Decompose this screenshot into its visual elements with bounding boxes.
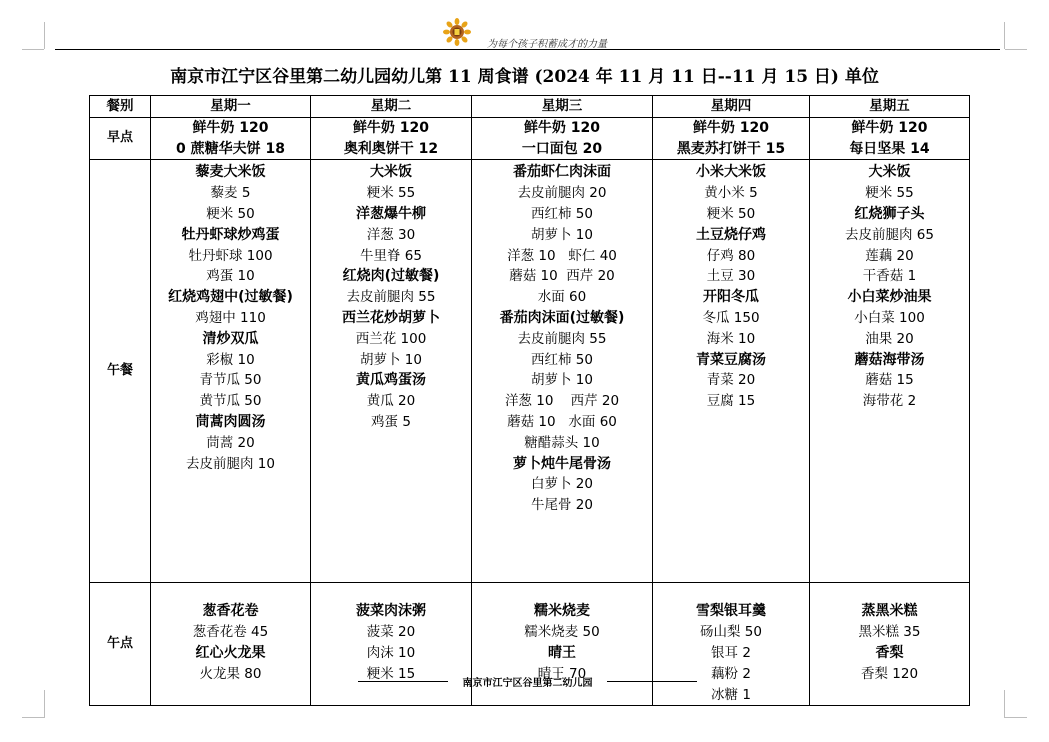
ingredient: 海带花 2 <box>862 393 917 410</box>
ingredient: 蘑菇 10 水面 60 <box>507 413 617 430</box>
dish-name: 小白菜炒油果 <box>847 289 932 306</box>
ingredient: 蘑菇 15 <box>865 372 914 389</box>
ingredient: 胡萝卜 10 <box>360 351 422 368</box>
ingredient: 彩椒 10 <box>206 351 255 368</box>
dish-name: 红烧狮子头 <box>854 205 925 222</box>
ingredient: 去皮前腿肉 55 <box>517 330 607 347</box>
meal-type-cell: 早点 <box>90 117 151 160</box>
ingredient: 海米 10 <box>706 330 756 347</box>
dish-name: 红烧肉(过敏餐) <box>342 268 440 285</box>
dish-name: 黄瓜鸡蛋汤 <box>356 372 426 389</box>
ingredient: 砀山梨 50 <box>700 624 762 641</box>
dish-name: 鲜牛奶 120 <box>523 119 601 136</box>
menu-cell <box>151 160 311 583</box>
ingredient: 冬瓜 150 <box>702 309 760 326</box>
ingredient: 洋葱 30 <box>366 226 416 243</box>
ingredient: 仔鸡 80 <box>706 247 756 264</box>
dish-name: 藜麦大米饭 <box>195 164 266 181</box>
ingredient: 胡萝卜 10 <box>531 372 593 389</box>
dish-name: 大米饭 <box>868 164 911 181</box>
dish-name: 土豆烧仔鸡 <box>696 226 766 243</box>
slogan: 为每个孩子积蓄成才的力量 <box>487 39 607 50</box>
ingredient: 青菜 20 <box>706 372 756 389</box>
menu-cell <box>472 117 653 160</box>
crop-mark <box>1005 717 1027 718</box>
dish-name: 萝卜炖牛尾骨汤 <box>513 455 611 472</box>
menu-cell <box>311 117 472 160</box>
ingredient: 黄节瓜 50 <box>199 393 262 410</box>
ingredient: 藜麦 5 <box>210 185 251 202</box>
dish-name: 奥利奥饼干 12 <box>343 140 439 157</box>
ingredient: 牡丹虾球 100 <box>188 247 273 264</box>
ingredient: 粳米 15 <box>366 665 416 682</box>
dish-name: 青菜豆腐汤 <box>696 351 766 368</box>
ingredient: 粳米 50 <box>206 205 255 222</box>
dish-name: 蘑菇海带汤 <box>854 351 925 368</box>
menu-cell <box>810 160 970 583</box>
dish-name: 番茄虾仁肉沫面 <box>513 164 611 181</box>
dish-name: 茼蒿肉圆汤 <box>195 413 266 430</box>
ingredient: 菠菜 20 <box>366 624 416 641</box>
ingredient: 油果 20 <box>865 330 914 347</box>
menu-cell <box>151 117 311 160</box>
dish-name: 鲜牛奶 120 <box>192 119 269 136</box>
dish-name: 0 蔗糖华夫饼 18 <box>176 140 285 157</box>
ingredient: 鸡蛋 10 <box>206 268 255 285</box>
day-header: 星期三 <box>472 96 653 118</box>
ingredient: 水面 60 <box>537 289 587 306</box>
day-header: 星期二 <box>311 96 472 118</box>
ingredient: 黑米糕 35 <box>858 624 921 641</box>
menu-cell <box>151 583 311 706</box>
dish-name: 红心火龙果 <box>195 644 266 661</box>
ingredient: 牛尾骨 20 <box>531 497 593 514</box>
day-header: 星期五 <box>810 96 970 118</box>
weekly-menu-table <box>89 95 970 706</box>
dish-name: 晴王 <box>548 644 576 661</box>
day-header: 星期一 <box>151 96 311 118</box>
dish-name: 洋葱爆牛柳 <box>356 205 426 222</box>
ingredient: 洋葱 10 虾仁 40 <box>507 247 617 264</box>
menu-cell <box>472 160 653 583</box>
dish-name: 黑麦苏打饼干 15 <box>676 140 786 157</box>
dish-name: 糯米烧麦 <box>534 603 590 620</box>
crop-mark <box>1005 49 1027 50</box>
dish-name: 小米大米饭 <box>696 164 766 181</box>
header-divider <box>55 49 1000 50</box>
dish-name: 香梨 <box>875 644 904 661</box>
ingredient: 去皮前腿肉 10 <box>186 455 275 472</box>
ingredient: 粳米 55 <box>366 185 416 202</box>
menu-cell <box>653 117 810 160</box>
ingredient: 鸡翅中 110 <box>195 309 266 326</box>
dish-name: 雪梨银耳羹 <box>696 603 766 620</box>
ingredient: 去皮前腿肉 55 <box>346 289 436 306</box>
ingredient: 西兰花 100 <box>355 330 427 347</box>
ingredient: 蘑菇 10 西芹 20 <box>509 268 615 285</box>
day-header: 星期四 <box>653 96 810 118</box>
ingredient: 西红柿 50 <box>531 351 593 368</box>
crop-mark <box>22 717 44 718</box>
ingredient: 豆腐 15 <box>706 393 756 410</box>
ingredient: 火龙果 80 <box>199 665 262 682</box>
dish-name: 鲜牛奶 120 <box>851 119 928 136</box>
ingredient: 牛里脊 65 <box>360 247 422 264</box>
table-header-row <box>90 96 970 118</box>
ingredient: 糖醋蒜头 10 <box>524 434 600 451</box>
ingredient: 莲藕 20 <box>865 247 914 264</box>
footer-school-name: 南京市江宁区谷里第二幼儿园 <box>462 678 593 689</box>
menu-cell <box>653 160 810 583</box>
dish-name: 番茄肉沫面(过敏餐) <box>499 309 625 326</box>
ingredient: 黄小米 5 <box>704 185 758 202</box>
crop-mark <box>22 49 44 50</box>
meal-row <box>90 117 970 160</box>
meal-type-cell: 午餐 <box>90 160 151 583</box>
ingredient: 藕粉 2 <box>711 665 751 682</box>
dish-name: 葱香花卷 <box>202 603 259 620</box>
ingredient: 葱香花卷 45 <box>192 624 269 641</box>
dish-name: 红烧鸡翅中(过敏餐) <box>168 289 293 306</box>
menu-cell <box>653 583 810 706</box>
footer-divider <box>607 681 697 682</box>
dish-name: 牡丹虾球炒鸡蛋 <box>181 226 280 243</box>
ingredient: 粳米 55 <box>865 185 914 202</box>
crop-mark <box>44 22 45 49</box>
dish-name: 鲜牛奶 120 <box>692 119 770 136</box>
ingredient: 晴王 70 <box>537 665 587 682</box>
menu-cell <box>311 160 472 583</box>
dish-name: 西兰花炒胡萝卜 <box>342 309 440 326</box>
ingredient: 洋葱 10 西芹 20 <box>504 393 620 410</box>
crop-mark <box>1004 690 1005 718</box>
page-title: 南京市江宁区谷里第二幼儿园幼儿第 11 周食谱 (2024 年 11 月 11 日--11 月 15 日) 单位 <box>170 67 879 87</box>
dish-name: 清炒双瓜 <box>202 330 259 347</box>
ingredient: 黄瓜 20 <box>366 393 416 410</box>
menu-cell <box>810 117 970 160</box>
meal-type-header: 餐别 <box>90 96 151 118</box>
ingredient: 肉沫 10 <box>366 644 416 661</box>
sunflower-logo-icon <box>443 18 471 46</box>
ingredient: 去皮前腿肉 20 <box>517 185 607 202</box>
ingredient: 银耳 2 <box>711 644 751 661</box>
ingredient: 糯米烧麦 50 <box>524 624 600 641</box>
dish-name: 一口面包 20 <box>521 140 603 157</box>
ingredient: 胡萝卜 10 <box>531 226 593 243</box>
dish-name: 开阳冬瓜 <box>703 289 759 306</box>
dish-name: 每日坚果 14 <box>849 140 930 157</box>
dish-name: 菠菜肉沫粥 <box>356 603 426 620</box>
ingredient: 粳米 50 <box>706 205 756 222</box>
ingredient: 西红柿 50 <box>531 205 593 222</box>
ingredient: 干香菇 1 <box>862 268 917 285</box>
meal-row <box>90 160 970 583</box>
menu-cell <box>810 583 970 706</box>
ingredient: 鸡蛋 5 <box>371 413 411 430</box>
crop-mark <box>44 690 45 718</box>
ingredient: 土豆 30 <box>706 268 756 285</box>
footer-divider <box>358 681 448 682</box>
ingredient: 去皮前腿肉 65 <box>845 226 934 243</box>
meal-type-cell: 午点 <box>90 583 151 706</box>
ingredient: 青节瓜 50 <box>199 372 262 389</box>
crop-mark <box>1004 22 1005 49</box>
dish-name: 鲜牛奶 120 <box>352 119 430 136</box>
dish-name: 大米饭 <box>370 164 412 181</box>
ingredient: 白萝卜 20 <box>531 476 593 493</box>
ingredient: 茼蒿 20 <box>206 434 255 451</box>
ingredient: 香梨 120 <box>860 665 919 682</box>
ingredient: 冰糖 1 <box>711 686 751 703</box>
ingredient: 小白菜 100 <box>854 309 925 326</box>
dish-name: 蒸黑米糕 <box>861 603 918 620</box>
